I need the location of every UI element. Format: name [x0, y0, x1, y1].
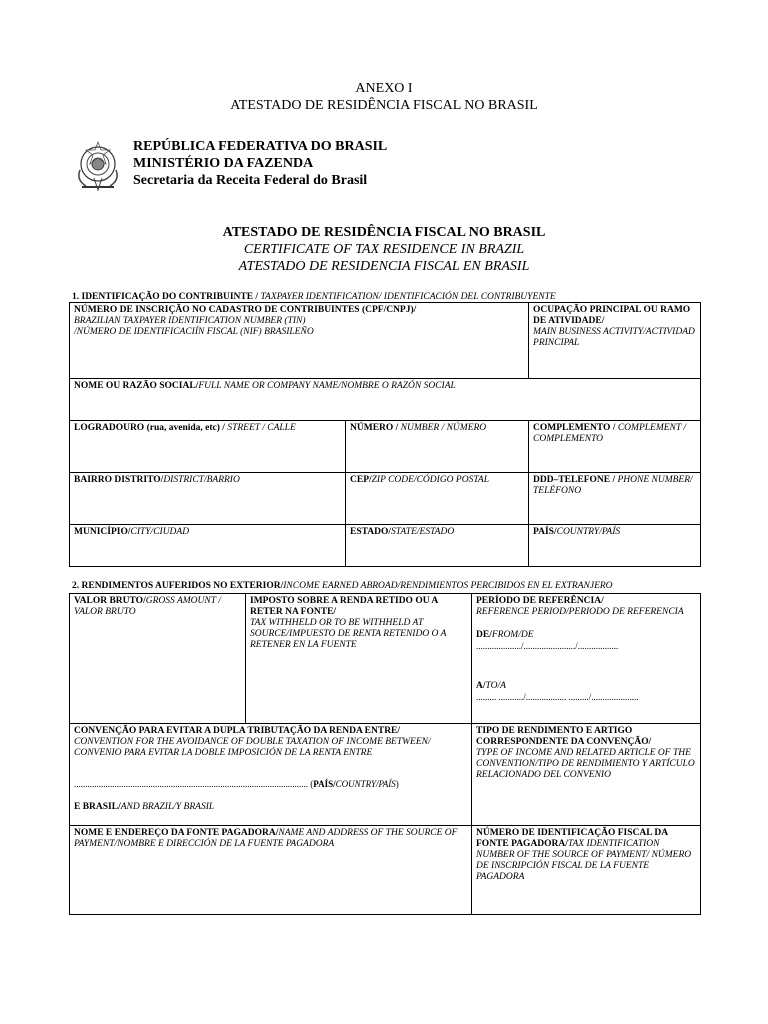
- section1-title: 1. IDENTIFICAÇÃO DO CONTRIBUINTE / TAXPAYER IDENTIFICATION/ IDENTIFICACIÓN DEL CONTRIBUYENTE: [72, 292, 556, 302]
- title-pt: ATESTADO DE RESIDÊNCIA FISCAL NO BRASIL: [222, 225, 546, 240]
- district-field[interactable]: BAIRRO DISTRITO/DISTRICT/BARRIO: [70, 473, 346, 525]
- phone-field[interactable]: DDD–TELEFONE / PHONE NUMBER/ TELÉFONO: [529, 473, 701, 525]
- convention-brazil-line: E BRASIL/AND BRAZIL/Y BRASIL: [74, 802, 215, 812]
- section2-title: 2. RENDIMENTOS AUFERIDOS NO EXTERIOR/INCOME EARNED ABROAD/RENDIMIENTOS PERCIBIDOS EN EL EXTRANJERO: [72, 581, 613, 591]
- cpf-field[interactable]: NÚMERO DE INSCRIÇÃO NO CADASTRO DE CONTRIBUINTES (CPF/CNPJ)/ BRAZILIAN TAXPAYER IDENTIFICATION NUMBER (TIN) /NÚMERO DE IDENTIFICACIÍN FISCAL (NIF) BRASILEÑO: [70, 303, 529, 379]
- income-abroad-table: [69, 593, 701, 915]
- gross-amount-field[interactable]: VALOR BRUTO/GROSS AMOUNT / VALOR BRUTO: [70, 594, 246, 724]
- period-to-row: A/TO/A: [476, 681, 506, 691]
- period-from-dots: ..................../......................./..................: [476, 641, 619, 651]
- payer-name-field[interactable]: NOME E ENDEREÇO DA FONTE PAGADORA/NAME AND ADDRESS OF THE SOURCE OF PAYMENT/NOMBRE E DIRECCIÓN DE LA FUENTE PAGADORA: [70, 826, 472, 915]
- issuer-header: [133, 138, 387, 189]
- annex-title: ATESTADO DE RESIDÊNCIA FISCAL NO BRASIL: [230, 98, 538, 113]
- title-es: ATESTADO DE RESIDENCIA FISCAL EN BRASIL: [238, 259, 530, 274]
- payer-tax-id-field[interactable]: NÚMERO DE IDENTIFICAÇÃO FISCAL DA FONTE PAGADORA/TAX IDENTIFICATION NUMBER OF THE SOURCE OF PAYMENT/ NÚMERO DE INSCRIPCIÓN FISCAL DE LA FUENTE PAGADORA: [472, 826, 701, 915]
- tax-withheld-field[interactable]: IMPOSTO SOBRE A RENDA RETIDO OU A RETER NA FONTE/ TAX WITHHELD OR TO BE WITHHELD AT SOURCE/IMPUESTO DE RENTA RETENIDO O A RETENER EN LA FUENTE: [246, 594, 472, 724]
- coat-of-arms-icon: [72, 140, 124, 192]
- street-field[interactable]: LOGRADOURO (rua, avenida, etc) / STREET / CALLE: [70, 421, 346, 473]
- convention-field[interactable]: CONVENÇÃO PARA EVITAR A DUPLA TRIBUTAÇÃO DA RENDA ENTRE/ CONVENTION FOR THE AVOIDANCE OF DOUBLE TAXATION OF INCOME BETWEEN/ CONVENIO PARA EVITAR LA DOBLE IMPOSICIÓN DE LA RENTA ENTRE ........................................................................................................ (PAÍS/COUNTRY/PAÍS) E BRASIL/AND BRAZIL/Y BRASIL: [70, 724, 472, 826]
- period-from-row: DE/FROM/DE: [476, 630, 534, 640]
- full-name-field[interactable]: NOME OU RAZÃO SOCIAL/FULL NAME OR COMPANY NAME/NOMBRE O RAZÓN SOCIAL: [70, 379, 701, 421]
- convention-country-line: ........................................................................................................ (PAÍS/COUNTRY/PAÍS): [74, 779, 399, 789]
- secretariat-name: Secretaria da Receita Federal do Brasil: [133, 173, 368, 188]
- ministry-name: MINISTÉRIO DA FAZENDA: [133, 156, 314, 171]
- city-field[interactable]: MUNICÍPIO/CITY/CIUDAD: [70, 525, 346, 567]
- state-field[interactable]: ESTADO/STATE/ESTADO: [346, 525, 529, 567]
- country-field[interactable]: PAÍS/COUNTRY/PAÍS: [529, 525, 701, 567]
- number-field[interactable]: NÚMERO / NUMBER / NÚMERO: [346, 421, 529, 473]
- annex-heading: [0, 80, 768, 114]
- occupation-field[interactable]: OCUPAÇÃO PRINCIPAL OU RAMO DE ATIVIDADE/ MAIN BUSINESS ACTIVITY/ACTIVIDAD PRINCIPAL: [529, 303, 701, 379]
- income-type-field[interactable]: TIPO DE RENDIMENTO E ARTIGO CORRESPONDENTE DA CONVENÇÃO/ TYPE OF INCOME AND RELATED ARTICLE OF THE CONVENTION/TIPO DE RENDIMIENTO Y ARTÍCULO RELACIONADO DEL CONVENIO: [472, 724, 701, 826]
- taxpayer-identification-table: [69, 302, 701, 567]
- zip-field[interactable]: CEP/ZIP CODE/CÓDIGO POSTAL: [346, 473, 529, 525]
- period-to-dots: ......... .........../.................. ........./.....................: [476, 692, 639, 702]
- complement-field[interactable]: COMPLEMENTO / COMPLEMENT / COMPLEMENTO: [529, 421, 701, 473]
- reference-period-field[interactable]: PERÍODO DE REFERÊNCIA/ REFERENCE PERIOD/PERIODO DE REFERENCIA DE/FROM/DE ..................../......................./.................. A/TO/A ......... .........../.................. ........./.....................: [472, 594, 701, 724]
- republic-name: REPÚBLICA FEDERATIVA DO BRASIL: [133, 139, 388, 154]
- certificate-titles: [0, 224, 768, 275]
- annex-number: ANEXO I: [355, 81, 413, 96]
- title-en: CERTIFICATE OF TAX RESIDENCE IN BRAZIL: [243, 242, 525, 257]
